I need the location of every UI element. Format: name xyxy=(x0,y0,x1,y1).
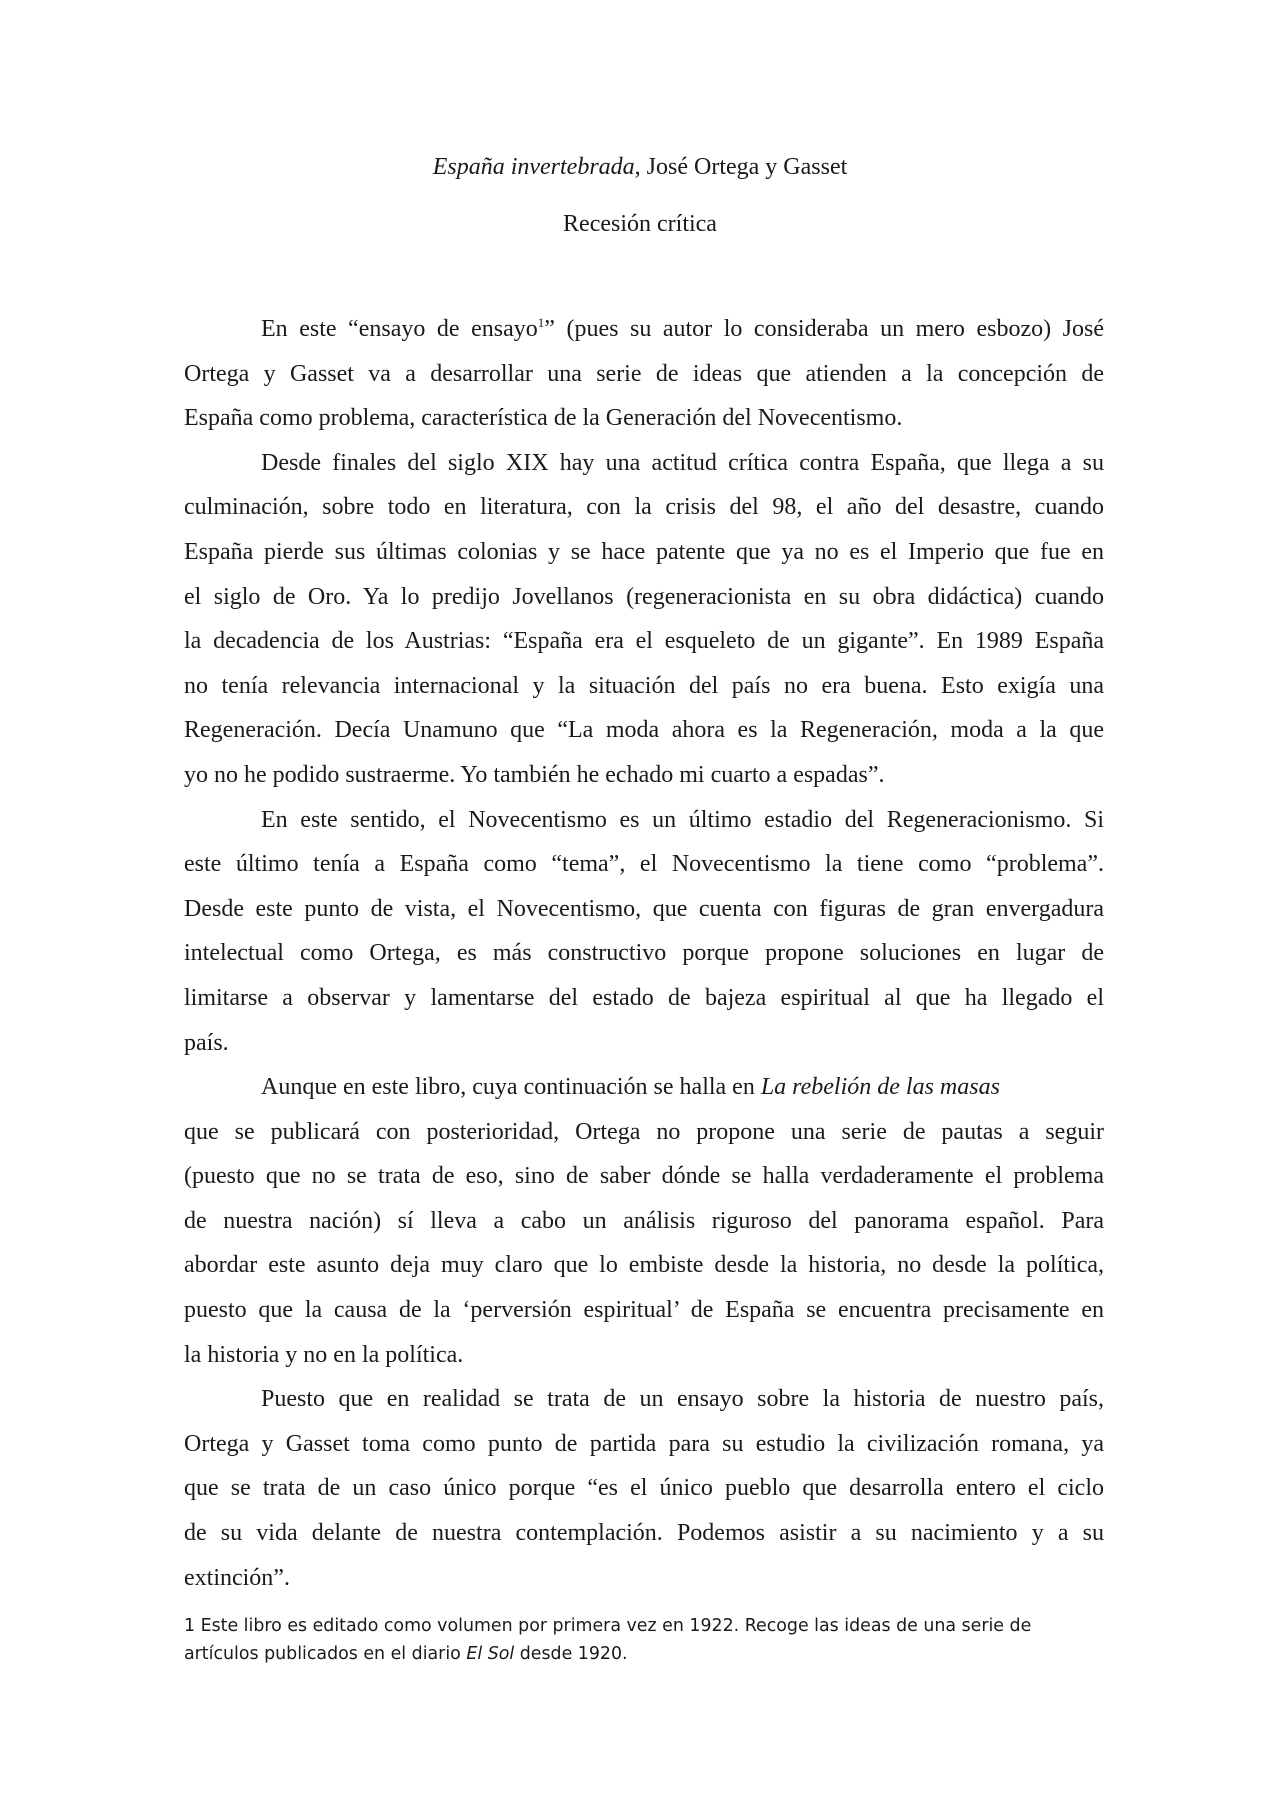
footnote-line: artículos publicados en el diario El Sol desde 1920. xyxy=(184,1644,628,1664)
text-line: En este “ensayo de ensayo$^1$” (pues su autor lo consideraba un mero esbozo) José xyxy=(261,315,1104,342)
text-line: no tenía relevancia internacional y la situación del país no era buena. Esto exigía una xyxy=(184,672,1104,699)
text-line: Puesto que en realidad se trata de un ensayo sobre la historia de nuestro país, xyxy=(261,1386,1104,1413)
text-line: este último tenía a España como “tema”, el Novecentismo la tiene como “problema”. xyxy=(184,851,1104,878)
text-line: intelectual como Ortega, es más constructivo porque propone soluciones en lugar de xyxy=(184,940,1104,967)
footnote xyxy=(184,1612,1084,1668)
newspaper-name: El Sol xyxy=(466,1644,515,1664)
text-line: la decadencia de los Austrias: “España era el esqueleto de un gigante”. En 1989 España xyxy=(184,628,1104,655)
text-line: que se trata de un caso único porque “es el único pueblo que desarrolla entero el ciclo xyxy=(184,1475,1104,1502)
text-line: Desde este punto de vista, el Novecentismo, que cuenta con figuras de gran envergadura xyxy=(184,895,1104,922)
document-body xyxy=(184,307,1104,1600)
text-line: Ortega y Gasset va a desarrollar una serie de ideas que atienden a la concepción de xyxy=(184,360,1104,387)
text-line: En este sentido, el Novecentismo es un último estadio del Regeneracionismo. Si xyxy=(261,806,1104,833)
text-line: país. xyxy=(184,1029,229,1056)
paragraph-1 xyxy=(184,307,1104,441)
text-line: España pierde sus últimas colonias y se hace patente que ya no es el Imperio que fue en xyxy=(184,538,1104,565)
text-line: Regeneración. Decía Unamuno que “La moda ahora es la Regeneración, moda a la que xyxy=(184,717,1104,744)
text-line: de su vida delante de nuestra contemplación. Podemos asistir a su nacimiento y a su xyxy=(184,1520,1104,1547)
text-line: Desde finales del siglo XIX hay una actitud crítica contra España, que llega a su xyxy=(261,449,1104,476)
text-line: abordar este asunto deja muy claro que lo embiste desde la historia, no desde la política, xyxy=(184,1252,1104,1279)
paragraph-3 xyxy=(184,798,1104,1066)
footnote-line: 1 Este libro es editado como volumen por primera vez en 1922. Recoge las ideas de una serie de xyxy=(184,1616,1032,1636)
cited-book-title: La rebelión de las masas xyxy=(760,1074,1000,1101)
text-line: culminación, sobre todo en literatura, con la crisis del 98, el año del desastre, cuando xyxy=(184,494,1104,521)
paragraph-2 xyxy=(184,441,1104,798)
paragraph-4 xyxy=(184,1065,1104,1377)
text-line: que se publicará con posterioridad, Ortega no propone una serie de pautas a seguir xyxy=(184,1118,1104,1145)
text-line: el siglo de Oro. Ya lo predijo Jovellanos (regeneracionista en su obra didáctica) cuando xyxy=(184,583,1104,610)
text-line: limitarse a observar y lamentarse del estado de bajeza espiritual al que ha llegado el xyxy=(184,984,1104,1011)
footnote-marker: 1 xyxy=(537,315,545,330)
text-line: (puesto que no se trata de eso, sino de saber dónde se halla verdaderamente el problema xyxy=(184,1163,1104,1190)
text-line: Ortega y Gasset toma como punto de partida para su estudio la civilización romana, ya xyxy=(184,1430,1104,1457)
text-line: yo no he podido sustraerme. Yo también he echado mi cuarto a espadas”. xyxy=(184,761,885,788)
paragraph-5 xyxy=(184,1377,1104,1600)
document-subtitle: Recesión crítica xyxy=(563,211,717,237)
text-line: de nuestra nación) sí lleva a cabo un análisis riguroso del panorama español. Para xyxy=(184,1207,1104,1234)
text-line: puesto que la causa de la ‘perversión espiritual’ de España se encuentra precisamente en xyxy=(184,1297,1104,1324)
author-name: , José Ortega y Gasset xyxy=(634,154,848,180)
book-title: España invertebrada xyxy=(432,154,635,180)
text-line: Aunque en este libro, cuya continuación se halla en La rebelión de las masas xyxy=(261,1074,1000,1101)
text-line: España como problema, característica de la Generación del Novecentismo. xyxy=(184,405,903,432)
text-line: extinción”. xyxy=(184,1564,290,1591)
text-line: la historia y no en la política. xyxy=(184,1341,464,1368)
document-title xyxy=(0,152,1280,182)
